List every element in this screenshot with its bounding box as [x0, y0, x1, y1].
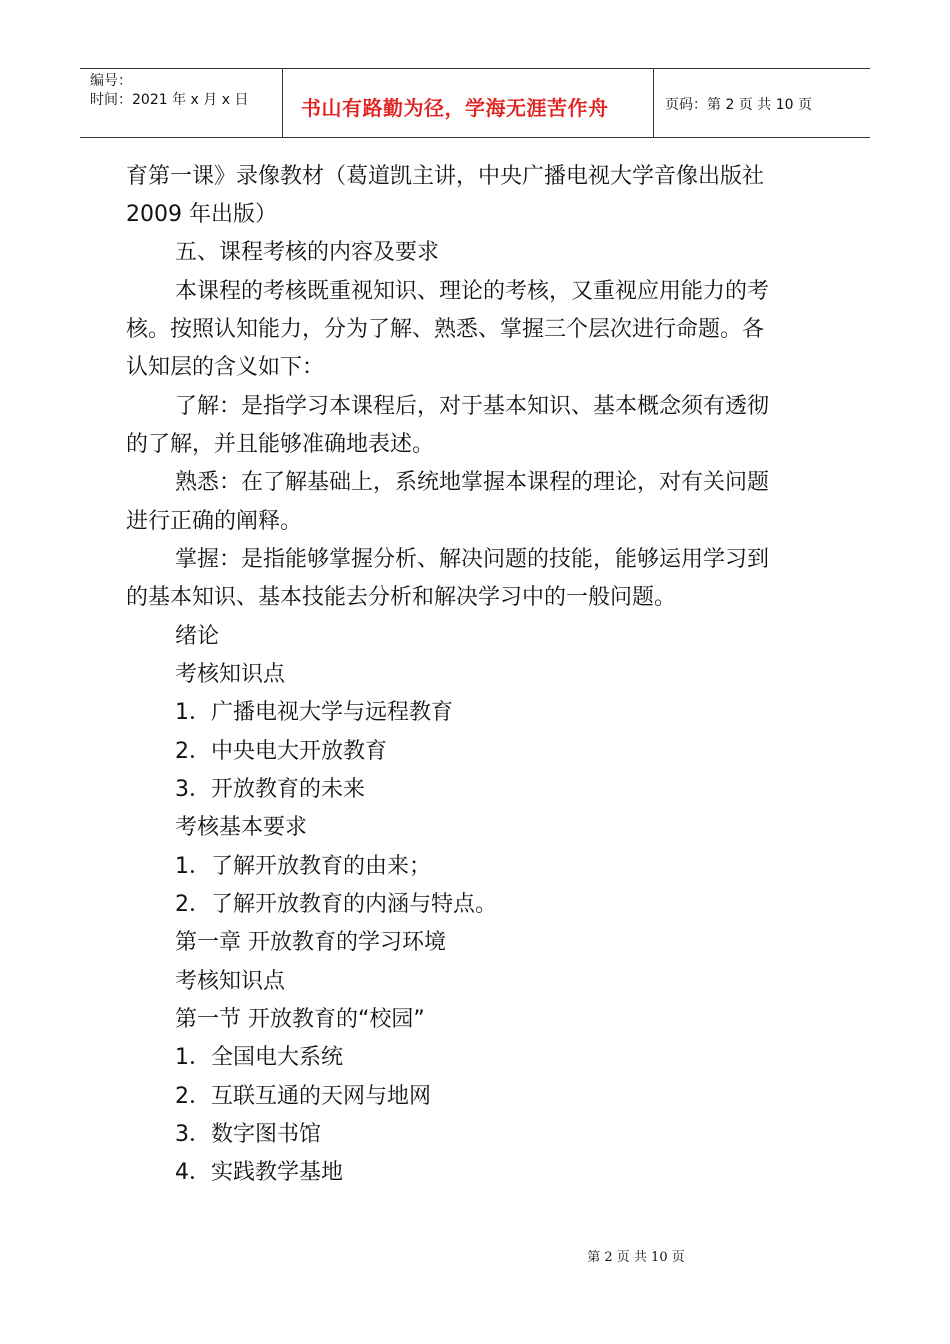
subheading: 考核基本要求	[175, 815, 308, 840]
body-line: 进行正确的阐释。	[126, 509, 303, 534]
page-header	[80, 68, 870, 138]
list-item: 2．了解开放教育的内涵与特点。	[175, 892, 497, 917]
list-item: 4．实践教学基地	[175, 1160, 343, 1185]
body-line: 本课程的考核既重视知识、理论的考核，又重视应用能力的考	[175, 279, 770, 304]
header-page-cell	[654, 69, 870, 137]
subheading: 考核知识点	[175, 662, 286, 687]
section-heading: 五、课程考核的内容及要求	[175, 240, 440, 265]
chapter-heading: 第一章 开放教育的学习环境	[175, 930, 446, 955]
number-label: 编号：	[90, 73, 132, 89]
subheading: 考核知识点	[175, 969, 286, 994]
body-line: 育第一课》录像教材（葛道凯主讲，中央广播电视大学音像出版社	[126, 164, 765, 189]
body-line: 的基本知识、基本技能去分析和解决学习中的一般问题。	[126, 585, 677, 610]
body-line: 的了解，并且能够准确地表述。	[126, 432, 435, 457]
body-line: 掌握：是指能够掌握分析、解决问题的技能，能够运用学习到	[175, 547, 770, 572]
body-line: 2009 年出版）	[126, 202, 277, 227]
list-item: 3．开放教育的未来	[175, 777, 365, 802]
body-line: 熟悉：在了解基础上，系统地掌握本课程的理论，对有关问题	[175, 470, 770, 495]
list-item: 2．中央电大开放教育	[175, 739, 387, 764]
body-line: 了解：是指学习本课程后，对于基本知识、基本概念须有透彻	[175, 394, 770, 419]
header-meta-cell	[80, 69, 283, 137]
header-motto-cell	[283, 69, 654, 137]
list-item: 1．全国电大系统	[175, 1045, 343, 1070]
list-item: 3．数字图书馆	[175, 1122, 321, 1147]
page-footer	[0, 1246, 950, 1265]
page-label: 页码：第 2 页 共 10 页	[665, 97, 812, 113]
body-line: 核。按照认知能力，分为了解、熟悉、掌握三个层次进行命题。各	[126, 317, 765, 342]
list-item: 2．互联互通的天网与地网	[175, 1084, 431, 1109]
section-title: 第一节 开放教育的“校园”	[175, 1007, 425, 1032]
section-heading: 绪论	[175, 624, 220, 649]
motto-text: 书山有路勤为径，学海无涯苦作舟	[301, 96, 609, 120]
date-label: 时间：2021 年 x 月 x 日	[90, 92, 249, 108]
body-line: 认知层的含义如下：	[126, 355, 325, 380]
footer-page-number: 第 2 页 共 10 页	[587, 1250, 685, 1265]
list-item: 1．了解开放教育的由来；	[175, 854, 431, 879]
list-item: 1．广播电视大学与远程教育	[175, 700, 453, 725]
